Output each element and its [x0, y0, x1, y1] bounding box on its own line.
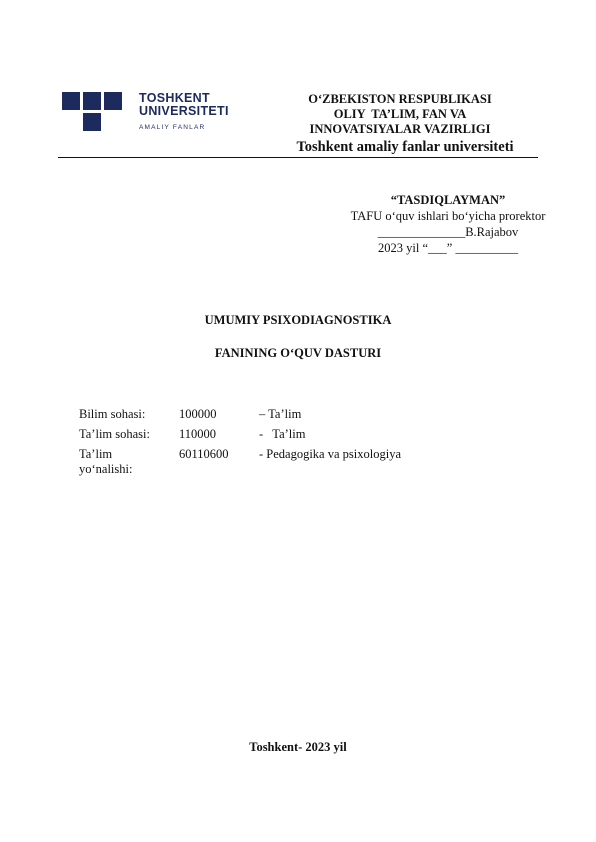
- approval-title: “TASDIQLAYMAN”: [390, 193, 506, 207]
- footer-city-year: Toshkent- 2023 yil: [249, 740, 347, 754]
- info-value: - Pedagogika va psixologiya: [259, 447, 401, 461]
- info-label: Ta’lim yo‘nalishi:: [79, 447, 133, 476]
- info-code: 100000: [179, 407, 217, 421]
- ministry-line-3: INNOVATSIYALAR VAZIRLIGI: [309, 122, 491, 136]
- document-title: UMUMIY PSIXODIAGNOSTIKA: [204, 313, 392, 327]
- approval-block: [330, 192, 566, 256]
- logo-text-line1: TOSHKENT: [139, 91, 210, 105]
- info-row: [79, 427, 401, 447]
- info-value: – Ta’lim: [259, 407, 302, 421]
- approval-date: 2023 yil “___” __________: [378, 241, 518, 255]
- info-code: 110000: [179, 427, 217, 441]
- logo-text-line3: AMALIY FANLAR: [139, 124, 206, 131]
- info-row: [79, 447, 401, 477]
- approval-signature: ______________B.Rajabov: [377, 225, 519, 239]
- header-divider: [58, 157, 538, 158]
- logo-text-line2: UNIVERSITETI: [139, 104, 229, 118]
- ministry-line-2: OLIY TA’LIM, FAN VA: [333, 107, 467, 121]
- info-label: Ta’lim sohasi:: [79, 427, 150, 441]
- ministry-header: [270, 92, 530, 137]
- info-label: Bilim sohasi:: [79, 407, 146, 421]
- university-logo-icon: [62, 92, 122, 134]
- document-subtitle: FANINING O‘QUV DASTURI: [214, 346, 382, 360]
- info-table: [79, 407, 401, 477]
- university-name: Toshkent amaliy fanlar universiteti: [296, 139, 514, 155]
- ministry-line-1: O‘ZBEKISTON RESPUBLIKASI: [308, 92, 492, 106]
- info-row: [79, 407, 401, 427]
- approval-position: TAFU o‘quv ishlari bo‘yicha prorektor: [350, 209, 546, 223]
- info-value: - Ta’lim: [259, 427, 306, 441]
- info-code: 60110600: [179, 447, 229, 461]
